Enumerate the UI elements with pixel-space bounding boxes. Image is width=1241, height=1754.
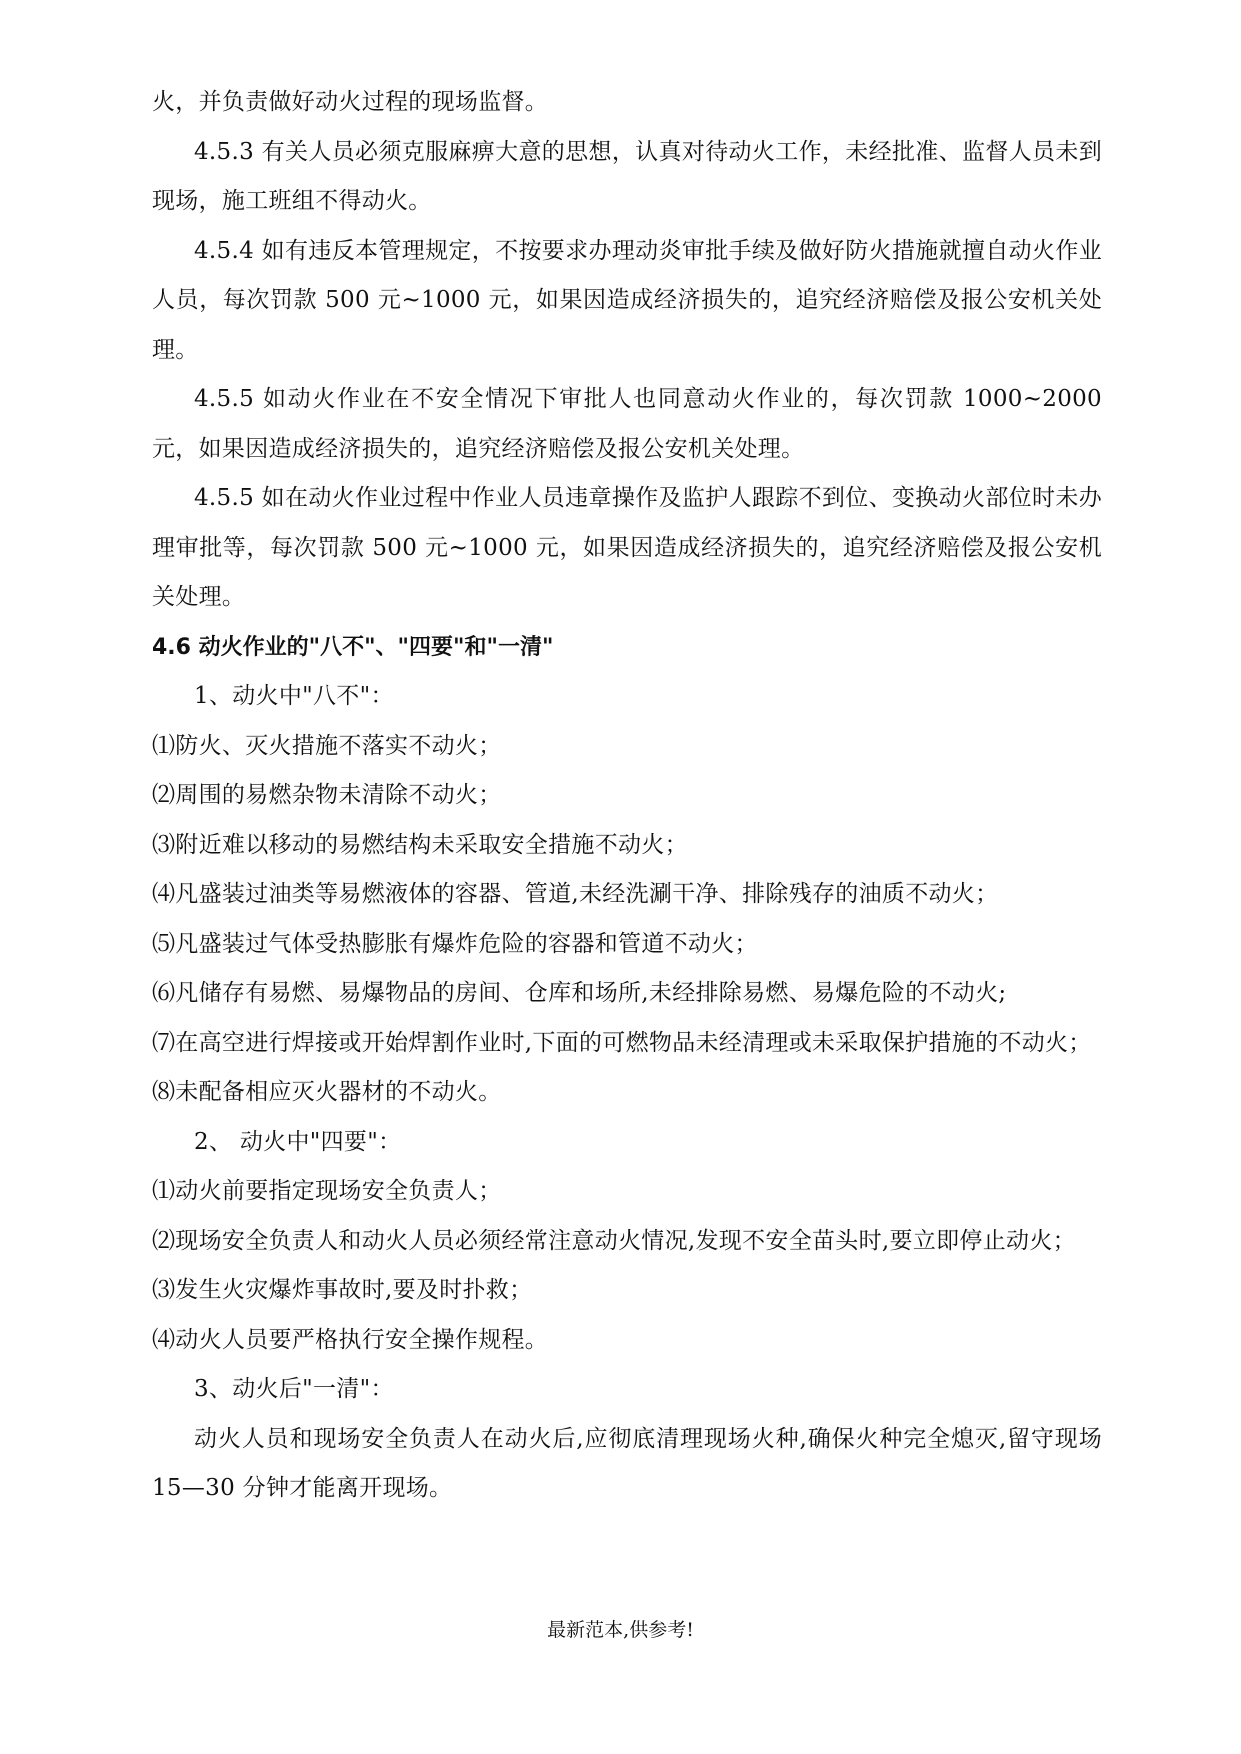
clause-4-5-4: 4.5.4 如有违反本管理规定，不按要求办理动炎审批手续及做好防火措施就擅自动火作业人员，每次罚款 500 元~1000 元，如果因造成经济损失的，追究经济赔偿及报公安机关处理。 xyxy=(152,237,1102,363)
subheading-four-musts: 2、 动火中"四要"： xyxy=(194,1128,402,1155)
list-item: ⑶附近难以移动的易燃结构未采取安全措施不动火； xyxy=(152,831,688,858)
list-item: ⑹凡储存有易燃、易爆物品的房间、仓库和场所,未经排除易燃、易爆危险的不动火; xyxy=(152,980,1007,1006)
paragraph-one-clear: 动火人员和现场安全负责人在动火后,应彻底清理现场火种,确保火种完全熄灭,留守现场 15—30 分钟才能离开现场。 xyxy=(152,1425,1102,1501)
list-item: ⑷凡盛装过油类等易燃液体的容器、管道,未经洗涮干净、排除残存的油质不动火； xyxy=(152,881,999,907)
clause-4-5-3: 4.5.3 有关人员必须克服麻痹大意的思想，认真对待动火工作，未经批准、监督人员未到现场，施工班组不得动火。 xyxy=(152,138,1102,214)
list-item: ⑷动火人员要严格执行安全操作规程。 xyxy=(152,1326,549,1353)
document-body xyxy=(152,78,1102,1514)
subheading-eight-nots: 1、动火中"八不"： xyxy=(194,683,394,709)
paragraph-continuation: 火，并负责做好动火过程的现场监督。 xyxy=(152,89,549,115)
list-item: ⑴动火前要指定现场安全负责人； xyxy=(152,1178,502,1204)
subheading-one-clear: 3、动火后"一清"： xyxy=(194,1376,394,1402)
list-item: ⑻未配备相应灭火器材的不动火。 xyxy=(152,1079,502,1105)
list-item: ⑵周围的易燃杂物未清除不动火； xyxy=(152,782,502,808)
clause-4-5-5-a: 4.5.5 如动火作业在不安全情况下审批人也同意动火作业的，每次罚款 1000~2000 元，如果因造成经济损失的，追究经济赔偿及报公安机关处理。 xyxy=(152,386,1102,462)
list-item: ⑺在高空进行焊接或开始焊割作业时,下面的可燃物品未经清理或未采取保护措施的不动火； xyxy=(152,1029,1092,1056)
list-item: ⑴防火、灭火措施不落实不动火； xyxy=(152,732,502,759)
page-footer: 最新范本,供参考! xyxy=(547,1619,694,1641)
section-heading-4-6: 4.6 动火作业的"八不"、"四要"和"一清" xyxy=(152,634,554,660)
clause-4-5-5-b: 4.5.5 如在动火作业过程中作业人员违章操作及监护人跟踪不到位、变换动火部位时未办理审批等，每次罚款 500 元~1000 元，如果因造成经济损失的，追究经济赔偿及报公安机关处理。 xyxy=(152,485,1102,610)
list-item: ⑸凡盛装过气体受热膨胀有爆炸危险的容器和管道不动火； xyxy=(152,930,758,957)
list-item: ⑵现场安全负责人和动火人员必须经常注意动火情况,发现不安全苗头时,要立即停止动火； xyxy=(152,1227,1076,1254)
list-item: ⑶发生火灾爆炸事故时,要及时扑救； xyxy=(152,1277,533,1303)
